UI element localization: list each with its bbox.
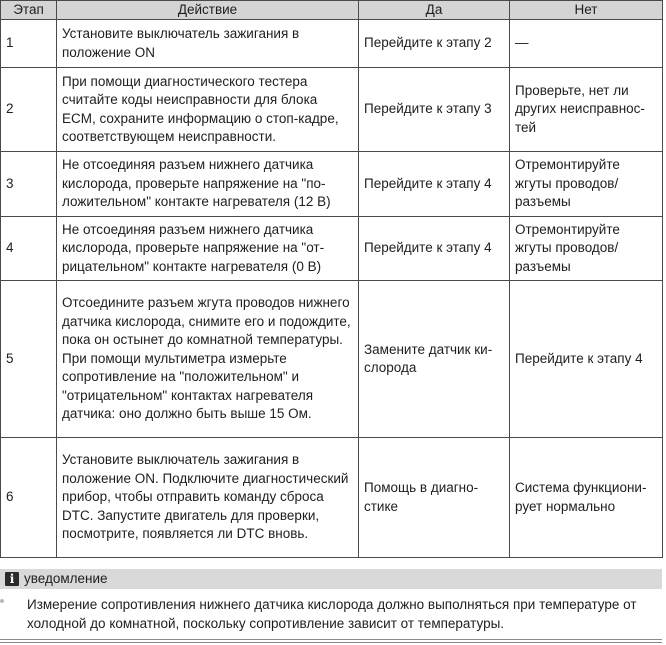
step-no-result: Отремонтируйте жгуты проводов/ разъемы [510,216,663,281]
step-number: 4 [1,216,57,281]
header-no: Нет [510,1,663,20]
notice-body [0,596,662,633]
header-step: Этап [1,1,57,20]
header-action: Действие [57,1,359,20]
bottom-divider [0,639,662,640]
step-yes-result: Перейдите к этапу 4 [359,216,510,281]
step-number: 3 [1,152,57,217]
step-yes-result: Помощь в диагностике [359,438,510,558]
step-action: Не отсоединяя разъем нижнего датчика кислорода, проверьте напряжение на "положительном" контакте нагревателя (12 В) [57,152,359,217]
step-no-result: Отремонтируйте жгуты проводов/ разъемы [510,152,663,217]
step-yes-result: Замените датчик кислорода [359,281,510,438]
step-number: 6 [1,438,57,558]
table-header-row [1,1,663,20]
step-action: Отсоедините разъем жгута проводов нижнего датчика кислорода, снимите его и подождите, пока он остынет до комнатной температуры. При помощи мультиметра измерьте сопротивление на "положительном" и "отрицательном" контактах нагревателя датчика: оно должно быть выше 15 Ом. [57,281,359,438]
notice-title: уведомление [24,571,108,586]
table-row [1,152,663,217]
table-row [1,438,663,558]
info-icon: i [5,572,19,586]
step-no-result: Перейдите к этапу 4 [510,281,663,438]
step-yes-result: Перейдите к этапу 4 [359,152,510,217]
bottom-divider [0,642,662,643]
table-row [1,68,663,152]
step-number: 1 [1,20,57,68]
table-row [1,216,663,281]
step-action: При помощи диагностического тестера считайте коды неисправности для блока ECM, сохраните информацию о стоп-кадре, соответствующем неисправности. [57,68,359,152]
step-action: Не отсоединяя разъем нижнего датчика кислорода, проверьте напряжение на "отрицательном" контакте нагревателя (0 В) [57,216,359,281]
header-yes: Да [359,1,510,20]
step-no-result: Проверьте, нет ли других неисправностей [510,68,663,152]
step-action: Установите выключатель зажигания в положение ON [57,20,359,68]
step-yes-result: Перейдите к этапу 3 [359,68,510,152]
step-action: Установите выключатель зажигания в положение ON. Подключите диагностический прибор, чтобы отправить команду сброса DTC. Запустите двигатель для проверки, посмотрите, появляется ли DTC вновь. [57,438,359,558]
step-no-result: Система функционирует нормально [510,438,663,558]
step-number: 2 [1,68,57,152]
step-number: 5 [1,281,57,438]
notice-header [0,569,662,589]
step-no-result: — [510,20,663,68]
bullet-dot-icon [0,599,4,603]
table-row [1,20,663,68]
notice-text: Измерение сопротивления нижнего датчика кислорода должно выполняться при температуре от холодной до комнатной, поскольку сопротивление зависит от температуры. [27,597,637,631]
step-yes-result: Перейдите к этапу 2 [359,20,510,68]
table-row [1,281,663,438]
